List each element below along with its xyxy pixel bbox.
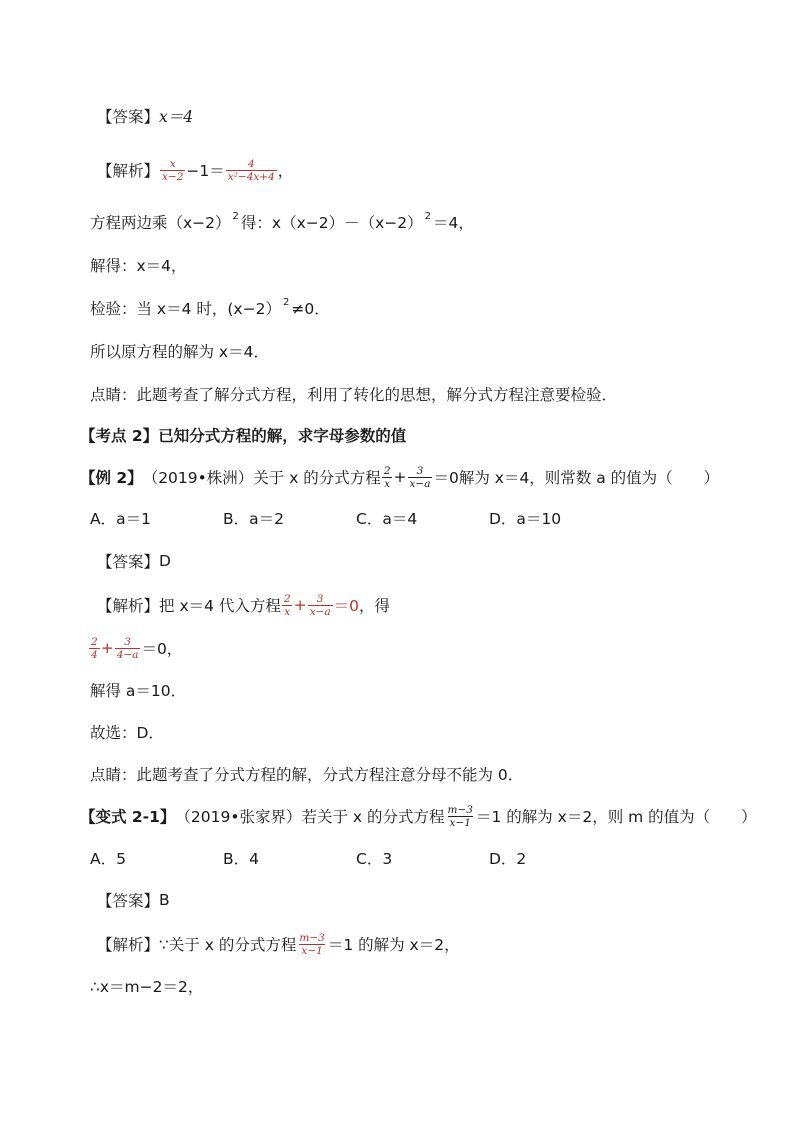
variant-options — [0, 843, 794, 873]
example-2-tag: 【例 2】 — [80, 469, 143, 487]
fraction-3-over-x-a: $\frac{3}{x-a}$ — [309, 592, 331, 618]
fraction-m-3-over-x-1: $\frac{m-3}{x-1}$ — [299, 931, 325, 957]
step-multiply: 方程两边乘（x−2） 2 得：x（x−2）－（x−2） 2 ＝4， — [90, 210, 474, 232]
comment-2: 点睛：此题考查了分式方程的解，分式方程注意分母不能为 0． — [90, 766, 524, 784]
option-d: D．2 — [489, 850, 527, 868]
answer-value: D — [159, 552, 171, 570]
answer-line-1 — [0, 101, 794, 131]
analysis-line-3: 【解析】 ∵关于 x 的分式方程 $\frac{m-3}{x-1}$ ＝1 的解为 x＝2， — [97, 931, 460, 957]
option-d: D．a＝10 — [489, 510, 562, 528]
fraction-x-over-x-2: $\frac{x}{x-2}$ — [162, 157, 184, 183]
analysis-tag: 【解析】 — [97, 162, 160, 180]
fraction-m-3-over-x-1: $\frac{m-3}{x-1}$ — [447, 803, 473, 829]
answer-value: x＝4 — [159, 108, 194, 126]
option-b: B．4 — [223, 850, 259, 868]
option-c: C．a＝4 — [356, 510, 418, 528]
option-a: A．5 — [90, 850, 126, 868]
answer-value: B — [159, 891, 170, 909]
fraction-2-over-4: $\frac{2}{4}$ — [91, 635, 98, 661]
example-2-stem: 【例 2】 （2019•株洲）关于 x 的分式方程 $\frac{2}{x}$ + $\frac{3}{x-a}$ ＝0解为 x＝4，则常数 a 的值为（ ） — [80, 464, 720, 490]
fraction-4-over-quadratic: $\frac{4}{\text{x²−4x+4}}$ — [227, 157, 275, 183]
fraction-3-over-4-a: $\frac{3}{4-a}$ — [116, 635, 139, 661]
example-2-options — [0, 503, 794, 533]
fraction-2-over-x: $\frac{2}{x}$ — [383, 464, 391, 490]
step-therefore: ∴x＝m−2＝2， — [90, 978, 204, 996]
variant-tag: 【变式 2-1】 — [80, 808, 176, 826]
answer-line-3: 【答案】 B — [97, 891, 170, 910]
analysis-line-1 — [0, 155, 794, 185]
option-a: A．a＝1 — [90, 510, 151, 528]
section-heading-kaodian-2: 【考点 2】 已知分式方程的解，求字母参数的值 — [80, 427, 407, 445]
answer-tag: 【答案】 — [97, 108, 160, 126]
step-solve: 解得：x＝4， — [90, 257, 187, 275]
option-c: C．3 — [356, 850, 393, 868]
answer-line-2: 【答案】 D — [97, 552, 171, 571]
comment-1: 点睛：此题考查了解分式方程，利用了转化的思想，解分式方程注意要检验． — [90, 386, 618, 404]
substitution-line: $\frac{2}{4}$ + $\frac{3}{4-a}$ ＝0， — [91, 635, 183, 661]
step-conclusion: 所以原方程的解为 x＝4． — [90, 343, 269, 361]
analysis-line-2: 【解析】 把 x＝4 代入方程 $\frac{2}{x}$ + $\frac{3}{x-a}$ ＝0 ，得 — [97, 592, 390, 618]
step-check: 检验：当 x＝4 时，(x−2） 2 ≠0． — [90, 296, 330, 318]
fraction-2-over-x: $\frac{2}{x}$ — [283, 592, 291, 618]
choice-line: 故选：D． — [90, 724, 164, 742]
equation-middle: −1＝ — [186, 162, 225, 180]
fraction-3-over-x-a: $\frac{3}{x-a}$ — [409, 464, 431, 490]
equation-tail: ， — [277, 162, 294, 180]
option-b: B．a＝2 — [223, 510, 284, 528]
step-solve-a: 解得 a＝10． — [90, 682, 187, 700]
variant-2-1-stem: 【变式 2-1】 （2019•张家界）若关于 x 的分式方程 $\frac{m-3}{x-1}$ ＝1 的解为 x＝2，则 m 的值为（ ） — [80, 803, 757, 829]
